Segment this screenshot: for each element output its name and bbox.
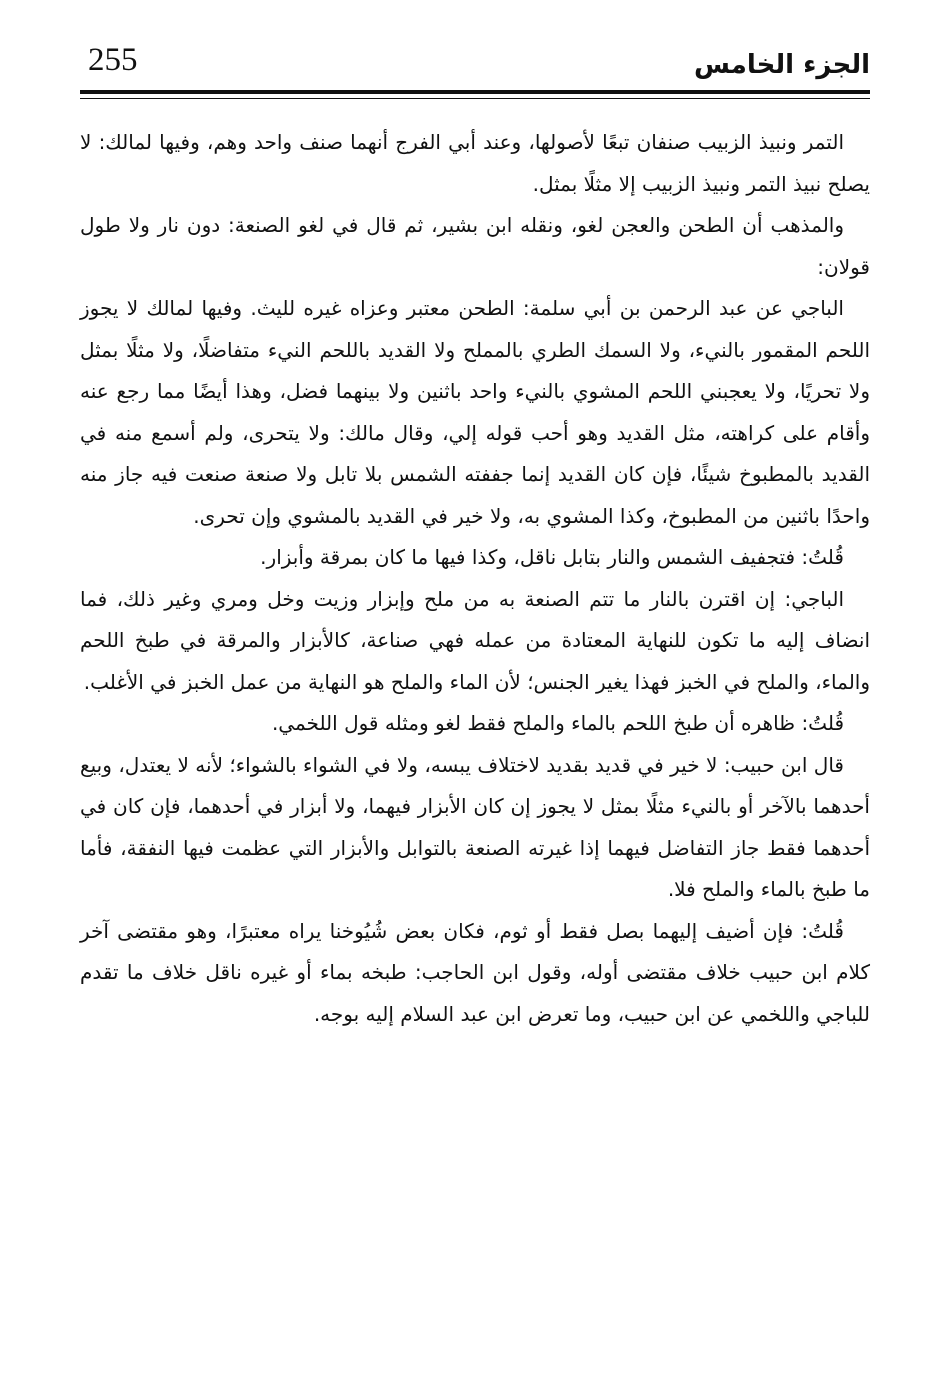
header-rule-thick xyxy=(80,90,870,94)
running-title: الجزء الخامس xyxy=(694,50,870,80)
header-rule-thin xyxy=(80,98,870,99)
paragraph: الباجي عن عبد الرحمن بن أبي سلمة: الطحن معتبر وعزاه غيره لليث. وفيها لمالك لا يجوز اللحم المقمور بالنيء، ولا السمك الطري بالمملح ولا القديد باللحم النيء متفاضلًا، ولا مثلًا بمثل ولا تحريًا، ولا يعجبني اللحم المشوي بالنيء واحد باثنين ولا بينهما فضل، وهذا أيضًا مما رجع عنه وأقام على كراهته، مثل القديد وهو أحب قوله إلي، وقال مالك: ولا يتحرى، ولم أسمع منه في القديد بالمطبوخ شيئًا، فإن كان القديد إنما جففته الشمس بلا تابل ولا صنعة صنعت فيه جاز منه واحدًا باثنين من المطبوخ، وكذا المشوي به، ولا خير في القديد بالمشوي وإن تحرى. xyxy=(80,296,870,528)
paragraph: قال ابن حبيب: لا خير في قديد بقديد لاختلاف يبسه، ولا في الشواء بالشواء؛ لأنه لا يعتدل، وبيع أحدهما بالآخر أو بالنيء مثلًا بمثل لا يجوز إن كان الأبزار فيهما، ولا أبزار في أحدهما، فإن كان في أحدهما فقط جاز التفاضل فيهما إذا غيرته الصنعة بالتوابل والأبزار التي عظمت فيها النفقة، فأما ما طبخ بالماء والملح فلا. xyxy=(80,752,870,901)
paragraph: قُلتُ: فتجفيف الشمس والنار بتابل ناقل، وكذا فيها ما كان بمرقة وأبزار. xyxy=(260,545,844,569)
paragraph: قُلتُ: فإن أضيف إليهما بصل فقط أو ثوم، فكان بعض شُيُوخنا يراه معتبرًا، وهو مقتضى آخر كلام ابن حبيب خلاف مقتضى أوله، وقول ابن الحاجب: طبخه بماء أو غيره ناقل خلاف ما تقدم للباجي واللخمي عن ابن حبيب، وما تعرض ابن عبد السلام إليه بوجه. xyxy=(80,918,870,1026)
paragraph: قُلتُ: ظاهره أن طبخ اللحم بالماء والملح فقط لغو ومثله قول اللخمي. xyxy=(271,711,844,735)
paragraph: التمر ونبيذ الزبيب صنفان تبعًا لأصولها، وعند أبي الفرج أنهما صنف واحد وهم، وفيها لمالك: لا يصلح نبيذ التمر ونبيذ الزبيب إلا مثلًا بمثل. xyxy=(80,130,870,196)
page-header xyxy=(80,40,870,114)
paragraph: والمذهب أن الطحن والعجن لغو، ونقله ابن بشير، ثم قال في لغو الصنعة: دون نار ولا طول قولان: xyxy=(80,213,870,279)
body-text xyxy=(80,122,870,1035)
page-number: 255 xyxy=(88,42,138,78)
paragraph: الباجي: إن اقترن بالنار ما تتم الصنعة به من ملح وإبزار وزيت وخل ومري وغير ذلك، فما انضاف إليه ما تكون للنهاية المعتادة من عمله فهي صناعة، كالأبزار والمرقة في طبخ اللحم والماء، والملح في الخبز فهذا يغير الجنس؛ لأن الماء والملح هو النهاية من عمل الخبز في الأغلب. xyxy=(80,586,870,694)
